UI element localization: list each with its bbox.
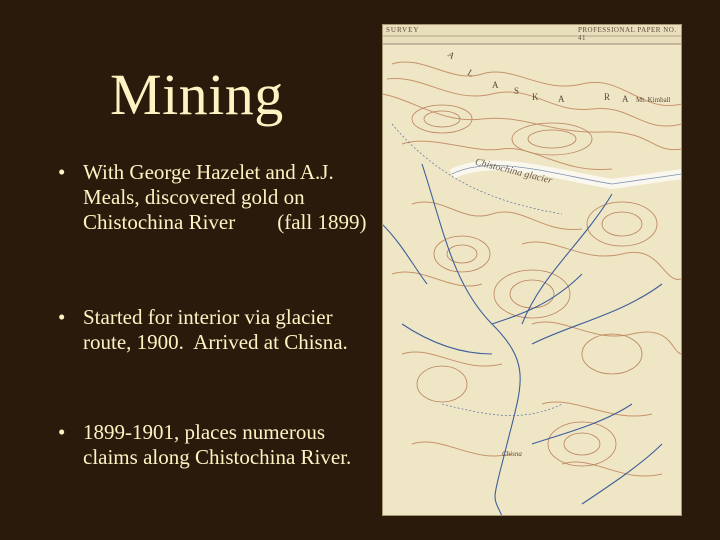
bullet-text: 1899-1901, places numerous claims along Chistochina River.	[83, 420, 352, 469]
map-chisna-label: Chisna	[502, 450, 522, 458]
bullet-text: Started for interior via glacier route, 1900. Arrived at Chisna.	[83, 305, 348, 354]
map-range-letter: R	[604, 92, 611, 102]
map-range-letter: A	[622, 94, 629, 104]
bullet-marker: •	[58, 160, 66, 184]
slide-title: Mining	[110, 62, 284, 127]
topographic-map-image	[382, 24, 682, 516]
map-glacier-label: Chistochina glacier	[473, 156, 554, 187]
map-range-letter: S	[514, 86, 520, 96]
map-kimball-label: Mt. Kimball	[636, 96, 671, 104]
map-header-left: SURVEY	[386, 26, 420, 34]
bullet-marker: •	[58, 420, 66, 444]
map-range-letter: A	[492, 80, 499, 90]
bullet-text: With George Hazelet and A.J. Meals, discovered gold on Chistochina River (fall 1899)	[83, 160, 367, 234]
bullet-marker: •	[58, 305, 66, 329]
map-range-letter: A	[445, 49, 457, 61]
map-range-letter: L	[465, 67, 476, 79]
map-range-letter: K	[532, 92, 539, 102]
map-header-right: PROFESSIONAL PAPER NO. 41	[578, 26, 677, 42]
map-range-letter: A	[558, 94, 565, 104]
